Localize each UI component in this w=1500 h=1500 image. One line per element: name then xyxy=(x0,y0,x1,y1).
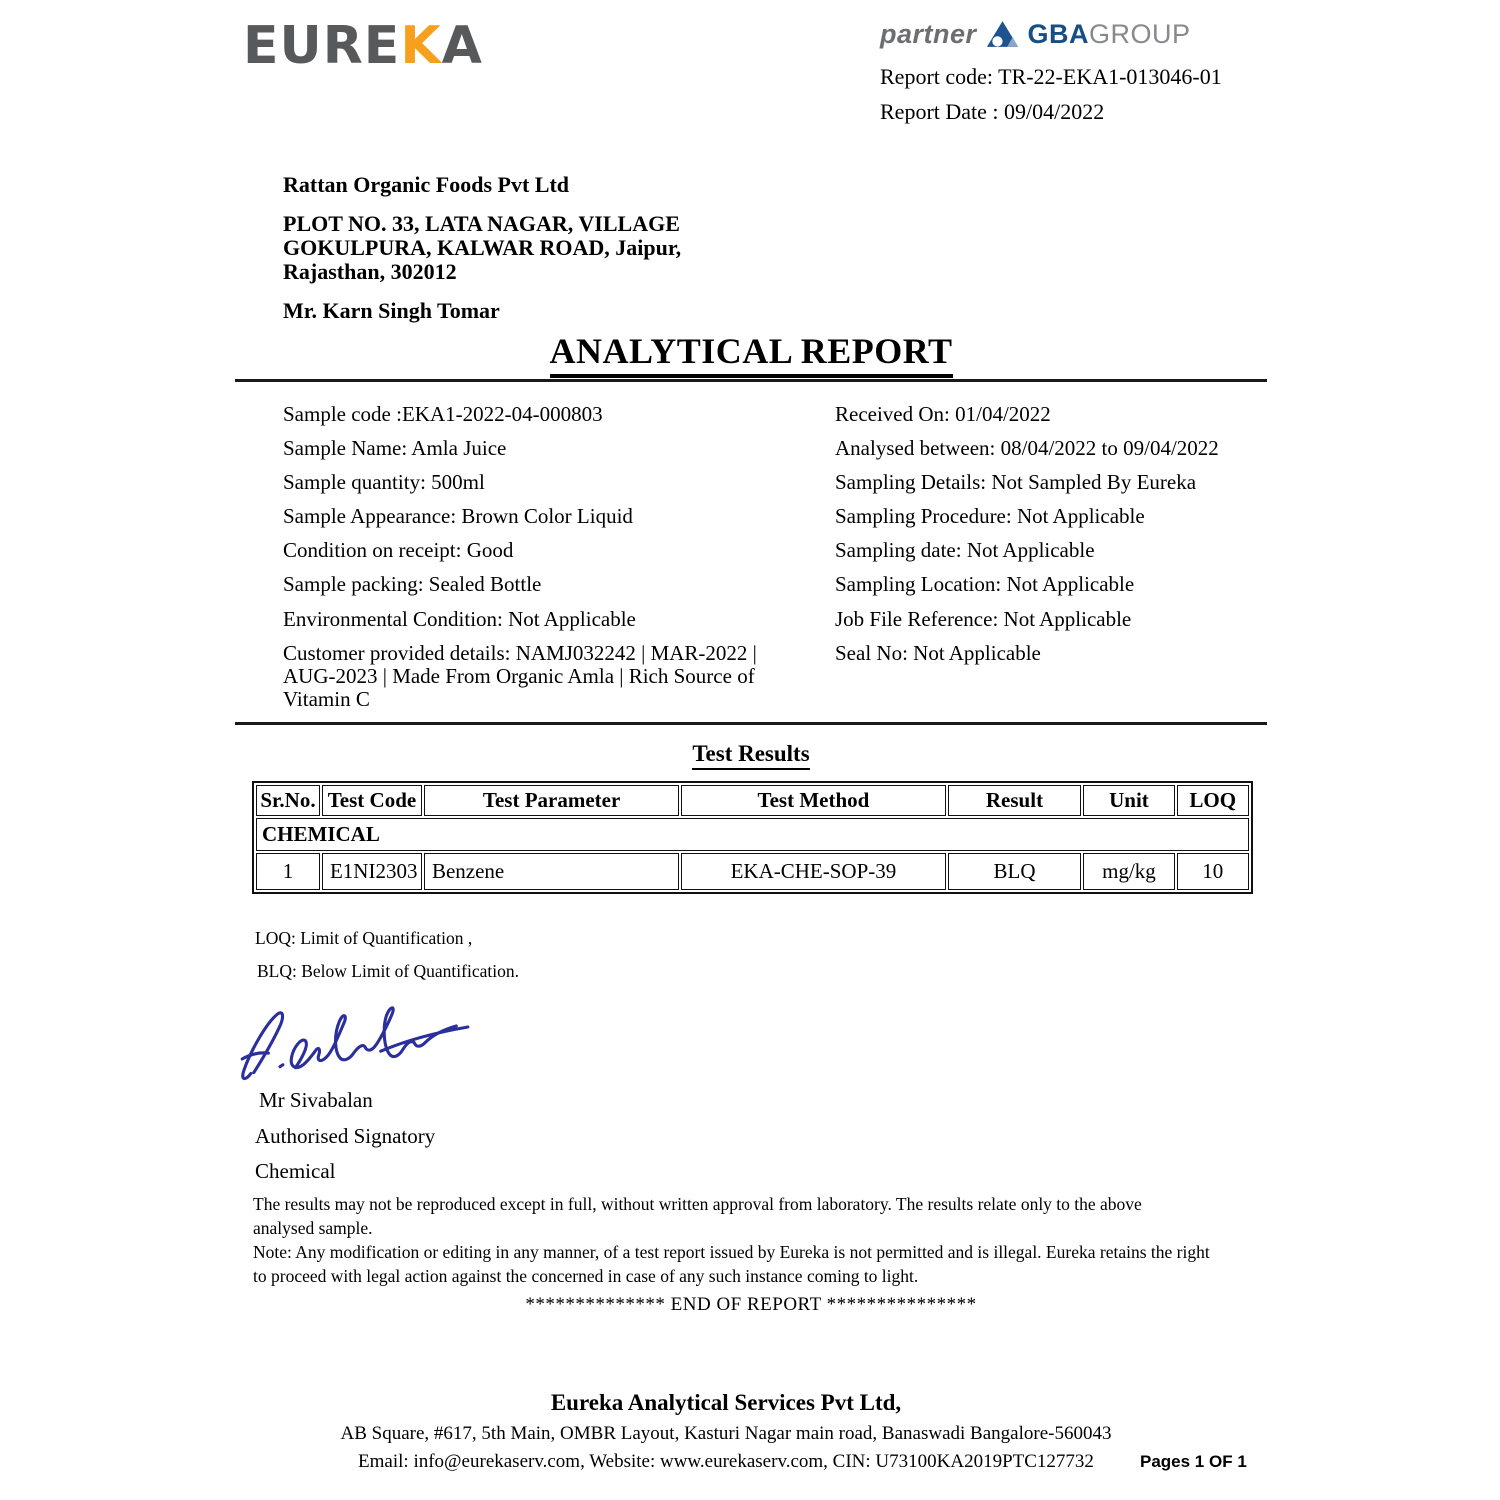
cell-unit: mg/kg xyxy=(1083,853,1174,890)
column-header-unit: Unit xyxy=(1083,785,1174,816)
report-code: Report code: TR-22-EKA1-013046-01 xyxy=(880,64,1222,89)
footer-contact: Email: info@eurekaserv.com, Website: www.eurekaserv.com, CIN: U73100KA2019PTC127732 xyxy=(358,1451,1094,1472)
detail-sample-quantity: Sample quantity: 500ml xyxy=(283,470,485,495)
test-results-table xyxy=(252,781,1253,894)
footer-company: Eureka Analytical Services Pvt Ltd, xyxy=(550,1390,902,1415)
gba-triangle-icon xyxy=(986,20,1019,48)
customer-address-line1: PLOT NO. 33, LATA NAGAR, VILLAGE xyxy=(283,211,680,236)
eureka-logo-gray-left: EURE xyxy=(243,16,401,76)
report-title: ANALYTICAL REPORT xyxy=(550,330,953,378)
detail-sampling-procedure: Sampling Procedure: Not Applicable xyxy=(835,504,1145,529)
column-header-parameter: Test Parameter xyxy=(424,785,679,816)
detail-received-on: Received On: 01/04/2022 xyxy=(835,402,1051,426)
customer-address xyxy=(283,212,743,285)
column-header-method: Test Method xyxy=(681,785,945,816)
gba-wordmark-bold: GBA xyxy=(1027,18,1090,49)
signature-image xyxy=(235,996,478,1093)
test-results-heading-wrap xyxy=(235,741,1267,770)
end-of-report-line: ************** END OF REPORT *************** xyxy=(525,1294,977,1315)
customer-name: Rattan Organic Foods Pvt Ltd xyxy=(283,172,569,197)
sample-details-right xyxy=(835,403,1275,676)
header-right-block xyxy=(880,16,1320,125)
detail-sampling-location: Sampling Location: Not Applicable xyxy=(835,572,1135,597)
disclaimer-note: Note: Any modification or editing in any manner, of a test report issued by Eureka is not permitted and is illegal. Eureka retains the right to proceed with legal action against the concerned in case of any such instance coming to light. xyxy=(253,1242,1210,1286)
divider-bottom xyxy=(235,722,1267,725)
column-header-test-code: Test Code xyxy=(322,785,422,816)
detail-sample-packing: Sample packing: Sealed Bottle xyxy=(283,572,542,597)
cell-method: EKA-CHE-SOP-39 xyxy=(681,853,945,890)
disclaimer-reproduction: The results may not be reproduced except in full, without written approval from laboratory. The results relate only to the above analysed sample. xyxy=(253,1194,1142,1238)
report-date: Report Date : 09/04/2022 xyxy=(880,99,1105,124)
detail-seal-no: Seal No: Not Applicable xyxy=(835,640,1041,665)
detail-sampling-details: Sampling Details: Not Sampled By Eureka xyxy=(835,470,1197,495)
customer-address-line2: GOKULPURA, KALWAR ROAD, Jaipur, xyxy=(283,235,682,261)
eureka-logo-orange-k: K xyxy=(400,16,442,76)
sample-details-left xyxy=(283,403,783,722)
detail-sample-appearance: Sample Appearance: Brown Color Liquid xyxy=(283,504,633,529)
detail-sampling-date: Sampling date: Not Applicable xyxy=(835,538,1095,563)
partner-label: partner xyxy=(880,18,977,49)
signatory-name: Mr Sivabalan xyxy=(259,1088,373,1112)
footer-address: AB Square, #617, 5th Main, OMBR Layout, Kasturi Nagar main road, Banaswadi Bangalore-560043 xyxy=(340,1423,1112,1444)
detail-job-file-reference: Job File Reference: Not Applicable xyxy=(835,606,1132,631)
column-header-loq: LOQ xyxy=(1177,785,1249,816)
cell-test-code: E1NI2303 xyxy=(322,853,422,890)
customer-address-line3: Rajasthan, 302012 xyxy=(283,259,457,285)
test-results-heading: Test Results xyxy=(692,741,809,770)
divider-top xyxy=(235,379,1267,382)
detail-customer-provided: Customer provided details: NAMJ032242 | MAR-2022 | AUG-2023 | Made From Organic Amla | Rich Source of Vitamin C xyxy=(283,640,757,711)
gba-wordmark xyxy=(1028,19,1191,50)
table-section-row xyxy=(256,818,1249,851)
customer-block xyxy=(283,172,743,324)
cell-loq: 10 xyxy=(1177,853,1249,890)
eureka-logo xyxy=(243,16,483,76)
signatory-role: Authorised Signatory xyxy=(255,1124,436,1148)
column-header-srno: Sr.No. xyxy=(256,785,320,816)
table-header-row xyxy=(256,785,1249,816)
note-blq: BLQ: Below Limit of Quantification. xyxy=(257,961,519,981)
table-row xyxy=(256,853,1249,890)
customer-contact-person: Mr. Karn Singh Tomar xyxy=(283,297,500,323)
detail-sample-code: Sample code :EKA1-2022-04-000803 xyxy=(283,402,603,426)
note-loq: LOQ: Limit of Quantification , xyxy=(255,928,473,948)
cell-srno: 1 xyxy=(256,853,320,890)
detail-sample-name: Sample Name: Amla Juice xyxy=(283,436,507,461)
cell-parameter: Benzene xyxy=(424,853,679,890)
column-header-result: Result xyxy=(948,785,1082,816)
gba-wordmark-light: GROUP xyxy=(1089,18,1191,49)
report-title-wrap xyxy=(235,330,1267,378)
detail-analysed-between: Analysed between: 08/04/2022 to 09/04/2022 xyxy=(835,436,1219,461)
section-label-chemical: CHEMICAL xyxy=(256,818,1249,851)
partner-brand-row xyxy=(880,16,1320,52)
detail-condition-on-receipt: Condition on receipt: Good xyxy=(283,538,514,563)
page-indicator: Pages 1 OF 1 xyxy=(1140,1452,1247,1471)
cell-result: BLQ xyxy=(948,853,1082,890)
footer-block xyxy=(210,1390,1242,1473)
eureka-logo-gray-right: A xyxy=(441,16,483,76)
detail-environmental-condition: Environmental Condition: Not Applicable xyxy=(283,606,636,631)
signatory-department: Chemical xyxy=(255,1159,336,1183)
